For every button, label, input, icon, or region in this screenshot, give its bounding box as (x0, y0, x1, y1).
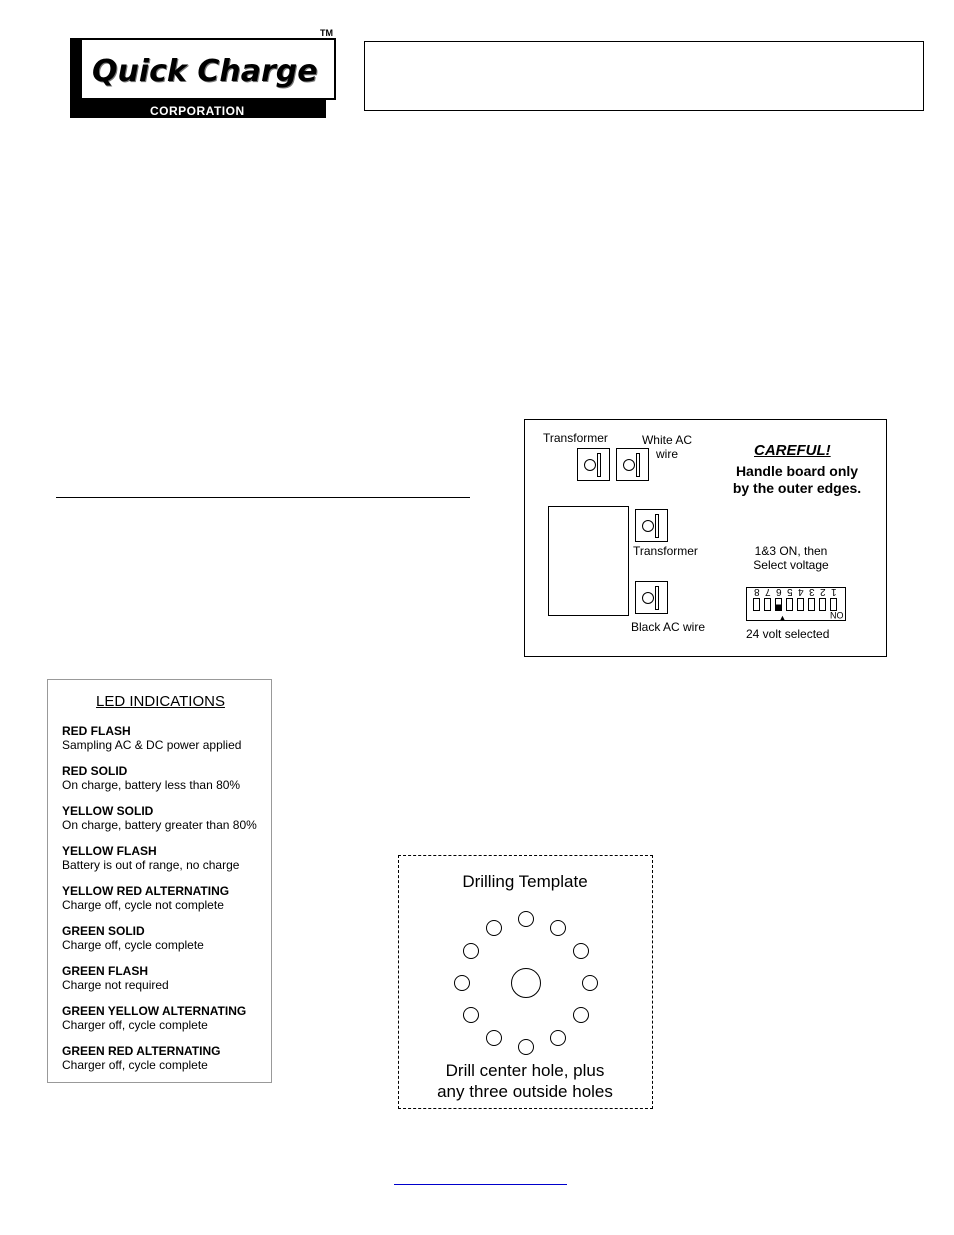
dip-number: 4 (798, 586, 804, 597)
drill-outer-hole (518, 911, 534, 927)
dip-on-label: ON (829, 610, 843, 620)
led-state: GREEN FLASH (62, 964, 149, 978)
led-meaning: Sampling AC & DC power applied (62, 738, 242, 752)
led-item (62, 1004, 270, 1032)
led-item (62, 924, 270, 952)
drill-outer-hole (454, 975, 470, 991)
led-indications-panel (47, 679, 272, 1083)
drill-outer-hole (550, 920, 566, 936)
drill-outer-hole (550, 1030, 566, 1046)
transformer-connector-top (577, 448, 610, 481)
drill-outer-hole (573, 1007, 589, 1023)
dip-number: 7 (765, 586, 771, 597)
circuit-board-diagram (524, 419, 887, 657)
drill-outer-hole (582, 975, 598, 991)
dip-number: 2 (820, 586, 826, 597)
dip-number: 8 (754, 586, 760, 597)
dip-number: 3 (809, 586, 815, 597)
footer-link[interactable] (394, 1170, 567, 1185)
dip-switch (819, 598, 826, 611)
arrow-up-icon: ▲ (778, 613, 787, 623)
led-indications-title: LED INDICATIONS (96, 693, 225, 710)
dip-number: 1 (831, 586, 837, 597)
dip-instruction (721, 544, 861, 572)
drilling-instructions-line1: Drill center hole, plus (445, 1061, 605, 1080)
led-item (62, 844, 270, 872)
drilling-template-title: Drilling Template (462, 872, 588, 891)
led-meaning: On charge, battery less than 80% (62, 778, 241, 792)
board-component-block (548, 506, 629, 616)
dip-instruction-line2: Select voltage (753, 558, 829, 572)
dip-switch (786, 598, 793, 611)
led-state: GREEN RED ALTERNATING (62, 1044, 221, 1058)
led-state: YELLOW SOLID (62, 804, 154, 818)
label-transformer-mid: Transformer (633, 544, 698, 558)
drilling-instructions (399, 1060, 651, 1102)
dip-instruction-line1: 1&3 ON, then (754, 544, 828, 558)
led-item (62, 764, 270, 792)
header-title-box (364, 41, 924, 111)
led-state: YELLOW RED ALTERNATING (62, 884, 230, 898)
drill-outer-hole (486, 1030, 502, 1046)
handle-warning-line2: by the outer edges. (732, 480, 862, 496)
led-meaning: Charge not required (62, 978, 169, 992)
led-state: GREEN YELLOW ALTERNATING (62, 1004, 247, 1018)
led-state: RED SOLID (62, 764, 128, 778)
logo-trademark: TM (320, 28, 333, 38)
drill-center-hole (511, 968, 541, 998)
label-voltage-selected: 24 volt selected (746, 627, 830, 641)
dip-switch (764, 598, 771, 611)
led-item (62, 724, 270, 752)
led-item (62, 804, 270, 832)
drilling-instructions-line2: any three outside holes (437, 1082, 613, 1101)
led-meaning: Charger off, cycle complete (62, 1018, 208, 1032)
logo-panel (80, 38, 336, 100)
led-meaning: On charge, battery greater than 80% (62, 818, 257, 832)
careful-heading: CAREFUL! (754, 442, 831, 459)
led-meaning: Charger off, cycle complete (62, 1058, 208, 1072)
logo-corporation: CORPORATION (150, 104, 245, 118)
dip-switch (797, 598, 804, 611)
dip-switch (775, 598, 782, 611)
led-meaning: Charge off, cycle complete (62, 938, 204, 952)
label-black-ac-wire: Black AC wire (631, 620, 706, 634)
dip-switch (753, 598, 760, 611)
handle-warning (717, 463, 877, 497)
drill-outer-hole (486, 920, 502, 936)
drill-outer-hole (463, 943, 479, 959)
led-meaning: Charge off, cycle not complete (62, 898, 224, 912)
led-state: GREEN SOLID (62, 924, 145, 938)
black-ac-wire-connector (635, 581, 668, 614)
led-item (62, 964, 270, 992)
drilling-template (398, 855, 653, 1109)
led-item (62, 884, 270, 912)
label-white-ac-wire: White AC wire (641, 433, 692, 461)
horizontal-rule (56, 497, 470, 498)
white-ac-wire-connector (616, 448, 649, 481)
drill-outer-hole (463, 1007, 479, 1023)
drill-outer-hole (573, 943, 589, 959)
dip-number: 6 (776, 586, 782, 597)
handle-warning-line1: Handle board only (735, 463, 859, 479)
led-state: RED FLASH (62, 724, 131, 738)
label-transformer-top: Transformer (543, 431, 608, 445)
led-meaning: Battery is out of range, no charge (62, 858, 240, 872)
dip-number: 5 (787, 586, 793, 597)
company-logo (70, 28, 338, 120)
led-state: YELLOW FLASH (62, 844, 157, 858)
dip-switch (808, 598, 815, 611)
led-item (62, 1044, 270, 1072)
dip-switch-bank (746, 587, 846, 621)
logo-wordmark: Quick Charge (92, 54, 318, 89)
drill-outer-hole (518, 1039, 534, 1055)
transformer-connector-mid (635, 509, 668, 542)
